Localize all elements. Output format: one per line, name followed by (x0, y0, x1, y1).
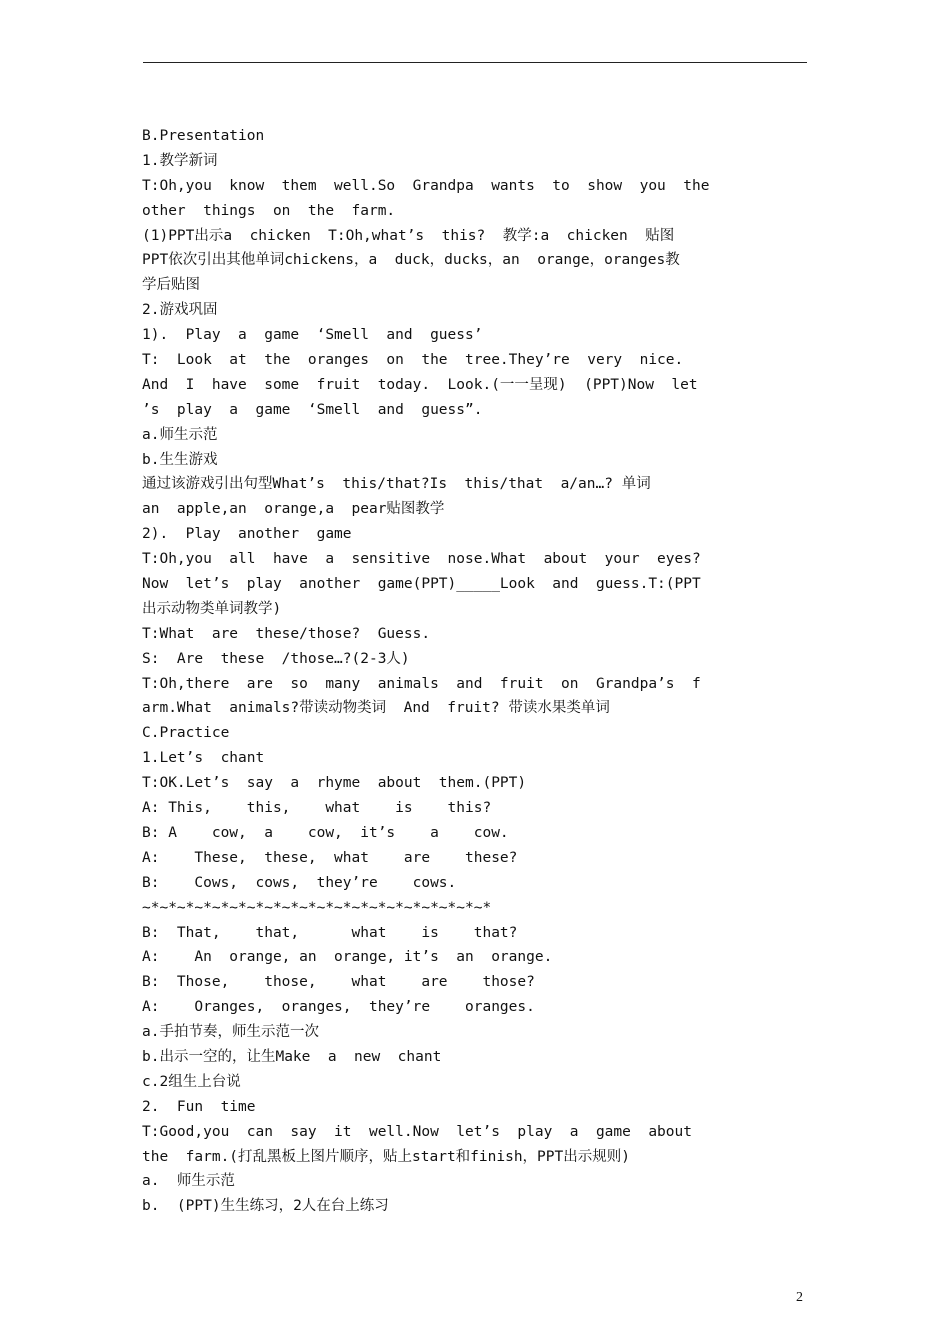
chant-line: B: Those, those, what are those? (142, 974, 535, 991)
subheading: 1.教学新词 (142, 152, 218, 169)
text-line: 1). Play a game ‘Smell and guess’ (142, 327, 483, 344)
text-line: b.生生游戏 (142, 451, 218, 468)
chant-line: B: That, that, what is that? (142, 924, 518, 941)
header-rule (143, 62, 807, 63)
text-line: PPT依次引出其他单词chickens，a duck，ducks，an orange，oranges教 (142, 252, 680, 269)
text-line: 学后贴图 (142, 277, 200, 294)
text-line: the farm.(打乱黑板上图片顺序，贴上start和finish，PPT出示规则) (142, 1148, 630, 1165)
text-line: (1)PPT出示a chicken T:Oh,what’s this? 教学:a chicken 贴图 (142, 227, 675, 244)
text-line: a.手拍节奏，师生示范一次 (142, 1024, 319, 1041)
text-line: ’s play a game ‘Smell and guess”. (142, 401, 483, 418)
section-heading: C.Practice (142, 725, 230, 742)
chant-line: A: These, these, what are these? (142, 849, 518, 866)
chant-line: A: This, this, what is this? (142, 800, 492, 817)
text-line: c.2组生上台说 (142, 1073, 241, 1090)
text-line: S: Are these /those…?(2-3人) (142, 650, 410, 667)
subheading: 1.Let’s chant (142, 750, 265, 767)
text-line: And I have some fruit today. Look.(一一呈现) (PPT)Now let (142, 376, 698, 393)
text-line: 出示动物类单词教学) (142, 600, 282, 617)
text-line: Now let’s play another game(PPT)_____Look and guess.T:(PPT (142, 576, 701, 593)
text-line: 2). Play another game (142, 526, 352, 543)
document-body (142, 124, 710, 1219)
text-line: T:Oh,there are so many animals and fruit on Grandpa’s f (142, 675, 701, 692)
page-number: 2 (796, 1290, 803, 1305)
text-line: other things on the farm. (142, 202, 396, 219)
chant-line: B: A cow, a cow, it’s a cow. (142, 824, 509, 841)
text-line: T:Oh,you all have a sensitive nose.What about your eyes? (142, 551, 701, 568)
text-line: T: Look at the oranges on the tree.They’re very nice. (142, 352, 684, 369)
text-line: b. (PPT)生生练习，2人在台上练习 (142, 1198, 389, 1215)
text-line: T:Oh,you know them well.So Grandpa wants to show you the (142, 177, 710, 194)
chant-line: A: An orange, an orange, it’s an orange. (142, 949, 553, 966)
chant-line: A: Oranges, oranges, they’re oranges. (142, 999, 535, 1016)
text-line: 通过该游戏引出句型What’s this/that?Is this/that a/an…? 单词 (142, 476, 651, 493)
subheading: 2.游戏巩固 (142, 302, 218, 319)
text-line: arm.What animals?带读动物类词 And fruit? 带读水果类单词 (142, 700, 610, 717)
chant-line: B: Cows, cows, they’re cows. (142, 874, 457, 891)
text-line: a.师生示范 (142, 426, 218, 443)
chant-divider: ~*~*~*~*~*~*~*~*~*~*~*~*~*~*~*~*~*~*~*~* (142, 899, 492, 916)
text-line: a. 师生示范 (142, 1173, 235, 1190)
text-line: an apple,an orange,a pear贴图教学 (142, 501, 445, 518)
text-line: T:OK.Let’s say a rhyme about them.(PPT) (142, 775, 527, 792)
text-line: T:What are these/those? Guess. (142, 625, 431, 642)
text-line: T:Good,you can say it well.Now let’s play a game about (142, 1123, 692, 1140)
text-line: b.出示一空的，让生Make a new chant (142, 1048, 442, 1065)
section-heading: B.Presentation (142, 128, 265, 144)
subheading: 2. Fun time (142, 1098, 256, 1115)
